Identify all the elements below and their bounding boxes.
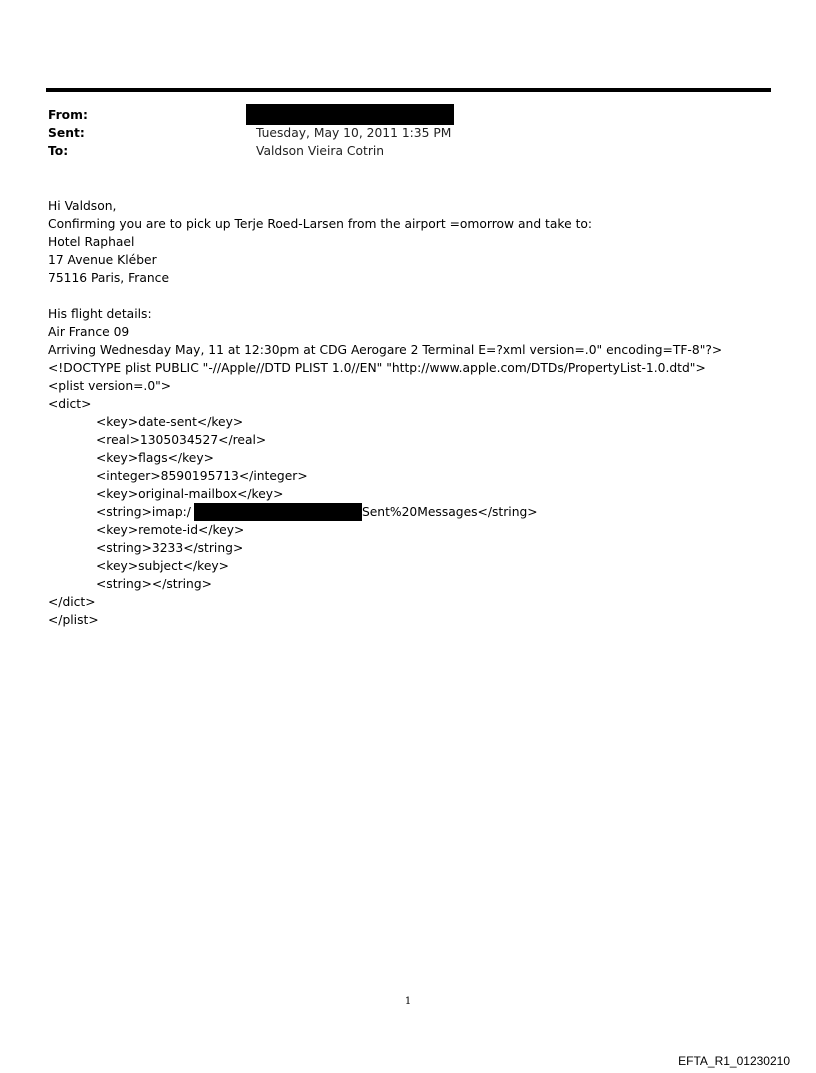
plist-entry: <real>1305034527</real> bbox=[96, 433, 267, 447]
plist-open: <plist version=.0"> bbox=[48, 379, 172, 393]
page-number: 1 bbox=[404, 996, 412, 1007]
flight-number: Air France 09 bbox=[48, 325, 130, 339]
from-label: From: bbox=[48, 108, 88, 122]
plist-close: </plist> bbox=[48, 613, 99, 627]
plist-entry: <key>subject</key> bbox=[96, 559, 229, 573]
plist-imap-line bbox=[48, 503, 778, 521]
plist-entry: <key>original-mailbox</key> bbox=[96, 487, 284, 501]
plist-entry: <key>flags</key> bbox=[96, 451, 214, 465]
arrival-line: Arriving Wednesday May, 11 at 12:30pm at CDG Aerogare 2 Terminal E=?xml version=.0" encoding=TF-8"?> <!DOCTYPE plist PUBLIC "-//Apple//DTD PLIST 1.0//EN" "http://www.apple.com/DTDs/PropertyList-1.0.dtd"> bbox=[48, 343, 723, 375]
email-header bbox=[48, 108, 768, 168]
greeting: Hi Valdson, bbox=[48, 199, 117, 213]
to-value: Valdson Vieira Cotrin bbox=[256, 144, 385, 158]
imap-redaction bbox=[194, 503, 362, 521]
dict-open: <dict> bbox=[48, 397, 92, 411]
to-label: To: bbox=[48, 144, 69, 158]
imap-start: <string>imap:/ bbox=[96, 505, 191, 519]
plist-entry: <string>3233</string> bbox=[96, 541, 244, 555]
plist-entry: <key>remote-id</key> bbox=[96, 523, 245, 537]
body-line: Confirming you are to pick up Terje Roed-Larsen from the airport =omorrow and take to: bbox=[48, 217, 593, 231]
plist-entry: <string></string> bbox=[96, 577, 212, 591]
address-line: Hotel Raphael bbox=[48, 235, 135, 249]
sent-value: Tuesday, May 10, 2011 1:35 PM bbox=[256, 126, 452, 140]
address-line: 75116 Paris, France bbox=[48, 271, 170, 285]
address-line: 17 Avenue Kléber bbox=[48, 253, 157, 267]
flight-heading: His flight details: bbox=[48, 307, 152, 321]
from-redaction bbox=[246, 104, 454, 125]
sent-label: Sent: bbox=[48, 126, 85, 140]
plist-entry: <key>date-sent</key> bbox=[96, 415, 244, 429]
header-rule bbox=[46, 88, 771, 92]
imap-end: Sent%20Messages</string> bbox=[361, 505, 538, 519]
email-body bbox=[48, 197, 778, 629]
document-id: EFTA_R1_01230210 bbox=[678, 1054, 790, 1068]
dict-close: </dict> bbox=[48, 595, 96, 609]
plist-entry: <integer>8590195713</integer> bbox=[96, 469, 308, 483]
